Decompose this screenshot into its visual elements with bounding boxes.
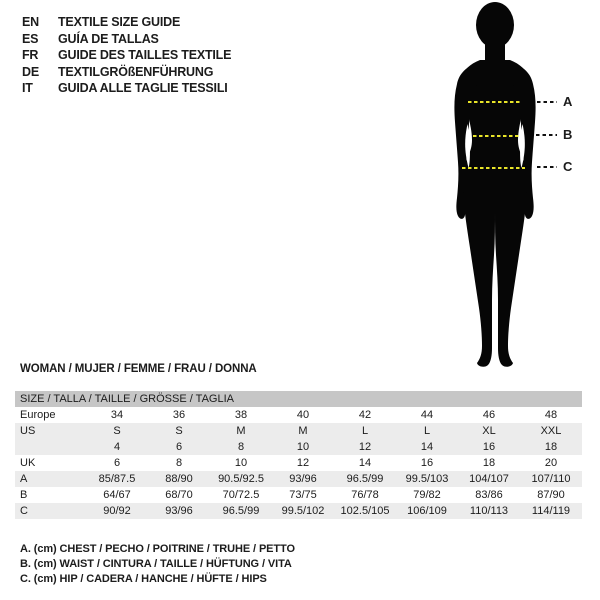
size-cell: 10 [234, 457, 248, 469]
size-cell: 70/72.5 [222, 489, 260, 501]
size-cell: 64/67 [103, 489, 131, 501]
size-cell: 73/75 [289, 489, 317, 501]
size-cell: 38 [234, 409, 248, 421]
table-row [15, 503, 582, 519]
size-cell: 93/96 [165, 505, 193, 517]
size-cell: 34 [110, 409, 124, 421]
size-cell: M [298, 425, 308, 437]
row-label: UK [20, 457, 36, 469]
table-row [15, 471, 582, 487]
language-title-list [22, 14, 231, 97]
row-label: C [20, 505, 28, 517]
size-cell: 83/86 [475, 489, 503, 501]
size-cell: S [113, 425, 121, 437]
size-cell: M [236, 425, 246, 437]
legend-line: C. (cm) HIP / CADERA / HANCHE / HÜFTE / HIPS [20, 573, 267, 585]
size-cell: 4 [113, 441, 121, 453]
language-code: IT [22, 81, 33, 95]
row-label [15, 439, 86, 455]
language-title: GUIDA ALLE TAGLIE TESSILI [58, 81, 228, 95]
size-cell: 14 [358, 457, 372, 469]
size-table [15, 391, 582, 519]
size-cell: 90/92 [103, 505, 131, 517]
size-cell: 88/90 [165, 473, 193, 485]
size-cell: 16 [482, 441, 496, 453]
size-cell: S [175, 425, 183, 437]
size-cell: 10 [296, 441, 310, 453]
size-cell: 99.5/103 [405, 473, 449, 485]
size-cell: 46 [482, 409, 496, 421]
legend-line: B. (cm) WAIST / CINTURA / TAILLE / HÜFTUNG / VITA [20, 558, 292, 570]
size-cell: 104/107 [469, 473, 509, 485]
language-title: GUÍA DE TALLAS [58, 31, 159, 46]
size-cell: 96.5/99 [222, 505, 260, 517]
language-row-de [22, 64, 231, 81]
row-label: A [20, 473, 28, 485]
size-table-header: SIZE / TALLA / TAILLE / GRÖSSE / TAGLIA [15, 391, 582, 407]
language-title: TEXTILGRÖßENFÜHRUNG [58, 64, 214, 79]
marker-label-waist: B [563, 127, 573, 142]
size-cell: 79/82 [413, 489, 441, 501]
silhouette-neck [485, 36, 505, 64]
size-cell: 102.5/105 [340, 505, 390, 517]
language-code: EN [22, 15, 39, 29]
language-code: ES [22, 31, 39, 46]
gender-heading: WOMAN / MUJER / FEMME / FRAU / DONNA [20, 363, 257, 375]
size-cell: 14 [420, 441, 434, 453]
language-code: DE [22, 64, 39, 79]
size-cell: 6 [113, 457, 121, 469]
size-cell: 106/109 [407, 505, 447, 517]
table-row [15, 439, 582, 455]
size-cell: 96.5/99 [346, 473, 384, 485]
size-cell: 85/87.5 [98, 473, 136, 485]
language-row-en [22, 14, 231, 31]
table-row [15, 487, 582, 503]
row-label: US [20, 425, 36, 437]
size-cell: 76/78 [351, 489, 379, 501]
size-cell: 8 [175, 457, 183, 469]
size-cell: 20 [544, 457, 558, 469]
legend-line: A. (cm) CHEST / PECHO / POITRINE / TRUHE / PETTO [20, 543, 295, 555]
size-cell: L [423, 425, 431, 437]
table-row [15, 455, 582, 471]
size-cell: 12 [358, 441, 372, 453]
size-cell: XXL [540, 425, 562, 437]
size-cell: 36 [172, 409, 186, 421]
silhouette-right-leg [495, 192, 527, 367]
language-row-es [22, 31, 231, 48]
size-cell: 16 [420, 457, 434, 469]
table-row [15, 423, 582, 439]
size-cell: 18 [544, 441, 558, 453]
size-cell: 6 [175, 441, 183, 453]
woman-silhouette [430, 0, 600, 372]
row-label: B [20, 489, 28, 501]
size-cell: 90.5/92.5 [218, 473, 264, 485]
language-row-it [22, 80, 231, 97]
marker-label-chest: A [563, 94, 573, 109]
size-cell: 68/70 [165, 489, 193, 501]
size-cell: L [361, 425, 369, 437]
size-cell: 110/113 [469, 505, 509, 517]
marker-label-hip: C [563, 159, 573, 174]
language-title: TEXTILE SIZE GUIDE [58, 15, 181, 29]
language-title: GUIDE DES TAILLES TEXTILE [58, 48, 232, 62]
table-row [15, 407, 582, 423]
size-cell: 87/90 [537, 489, 565, 501]
size-cell: 99.5/102 [281, 505, 325, 517]
size-figure [430, 0, 600, 372]
size-cell: 8 [237, 441, 245, 453]
size-cell: 18 [482, 457, 496, 469]
size-cell: 40 [296, 409, 310, 421]
size-cell: XL [482, 425, 496, 437]
silhouette-left-leg [463, 192, 495, 367]
size-cell: 114/119 [531, 505, 571, 517]
size-cell: 93/96 [289, 473, 317, 485]
language-row-fr [22, 47, 231, 64]
size-cell: 12 [296, 457, 310, 469]
measurement-legend [20, 542, 295, 587]
language-code: FR [22, 48, 39, 62]
row-label: Europe [20, 409, 56, 421]
size-cell: 42 [358, 409, 372, 421]
size-cell: 44 [420, 409, 434, 421]
size-cell: 48 [544, 409, 558, 421]
size-cell: 107/110 [531, 473, 571, 485]
